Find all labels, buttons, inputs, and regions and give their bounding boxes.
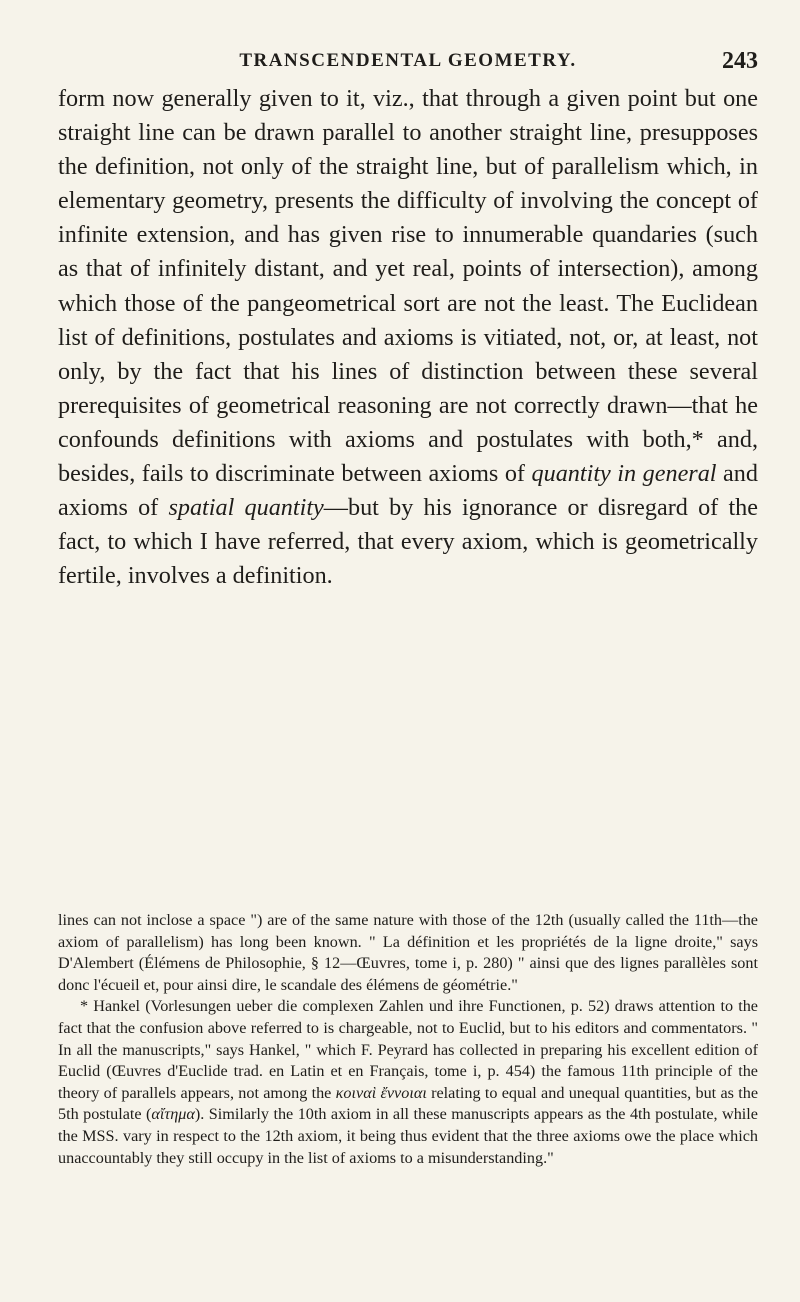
footnote-hankel	[58, 996, 758, 1169]
body-text-end: —but by his ignorance or disregard of the fact, to which I have referred, that every axiom, which is geometrically fertile, involves a definition.	[58, 494, 758, 590]
running-title: TRANSCENDENTAL GEOMETRY.	[239, 50, 577, 71]
greek-aitema: αἴτημα	[151, 1105, 195, 1124]
body-paragraph	[58, 82, 758, 593]
page-number: 243	[722, 48, 758, 74]
italic-quantity-in-general: quantity in general	[531, 460, 717, 488]
footnote-hankel-start: * Hankel (Vorlesungen ueber die complexen Zahlen und ihre Functionen, p. 52) draws attention to the fact that the confusion above referred to is chargeable, not to Euclid, but to his editors and commentators. " In all the manuscripts," says Hankel, " which F. Peyrard has collected in preparing his excellent edition of Euclid (Œuvres d'Euclide trad. en Latin et en Français, tome i, p. 454) the famous 11th principle of the theory of parallels appears, not among the	[58, 997, 758, 1102]
body-text-start: form now generally given to it, viz., that through a given point but one straight line can be drawn parallel to another straight line, presupposes the definition, not only of the straight line, but of parallelism which, in elementary geometry, presents the difficulty of involving the concept of infinite extension, and has given rise to innumerable quandaries (such as that of infinitely distant, and yet real, points of intersection), among which those of the pangeometrical sort are not the least. The Euclidean list of definitions, postulates and axioms is vitiated, not, or, at least, not only, by the fact that his lines of distinction between these several prerequisites of geometrical reasoning are not correctly drawn—that he confounds definitions with axioms and postulates with both,* and, besides, fails to discriminate between axioms of	[58, 85, 758, 488]
italic-spatial-quantity: spatial quantity	[168, 494, 324, 522]
footnote-hankel-end: ). Similarly the 10th axiom in all these manuscripts appears as the 4th postulate, while the MSS. vary in respect to the 12th axiom, it being thus evident that the three axioms owe the place which unaccountably they still occupy in the list of axioms to a misunderstanding."	[58, 1105, 758, 1167]
footnotes	[58, 910, 758, 1169]
running-header	[58, 48, 758, 78]
footnote-hankel-mid: relating to equal and unequal quantities, but as the 5th postulate (	[58, 1083, 759, 1124]
main-text	[58, 82, 758, 593]
footnote-continuation: lines can not inclose a space ") are of the same nature with those of the 12th (usually called the 11th—the axiom of parallelism) has long been known. " La définition et les propriétés de la ligne droite," says D'Alembert (Élémens de Philosophie, § 12—Œuvres, tome i, p. 280) " ainsi que des lignes parallèles sont donc l'écueil et, pour ainsi dire, le scandale des élémens de géométrie."	[58, 911, 758, 994]
body-text-mid: and axioms of	[58, 460, 758, 522]
greek-koinai-ennoiai: κοιναὶ ἔννοιαι	[335, 1083, 427, 1102]
